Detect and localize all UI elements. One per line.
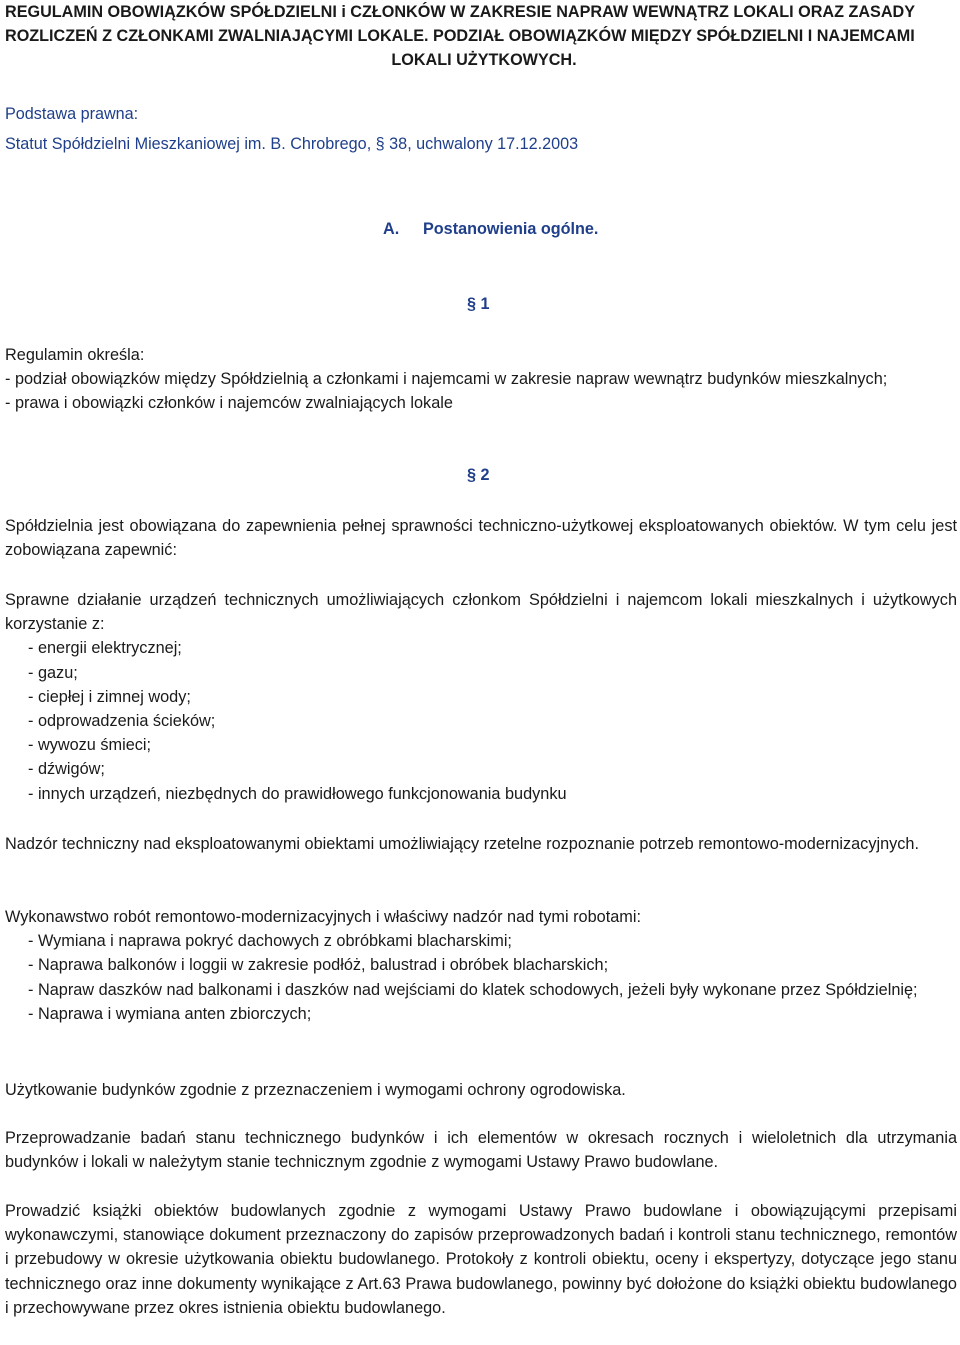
works-list-item: - Naprawa i wymiana anten zbiorczych; [28,1004,312,1023]
legal-basis-text: Statut Spółdzielni Mieszkaniowej im. B. Chrobrego, § 38, uchwalony 17.12.2003 [5,135,579,153]
wykonawstwo-intro: Wykonawstwo robót remontowo-modernizacyjnych i właściwy nadzór nad tymi robotami: [5,908,641,926]
wykonawstwo-section [5,905,957,1026]
paragraph-1-item: - podział obowiązków między Spółdzielnią a członkami i najemcami w zakresie napraw wewnątrz budynków mieszkalnych; [5,370,888,389]
title-line-2: ROZLICZEŃ Z CZŁONKAMI ZWALNIAJĄCYMI LOKALE. PODZIAŁ OBOWIĄZKÓW MIĘDZY SPÓŁDZIELNI I NAJEMCAMI [5,27,915,45]
media-list-item: - gazu; [28,663,78,682]
uzytkowanie-text: Użytkowanie budynków zgodnie z przeznaczeniem i wymogami ochrony ogrodowiska. [5,1081,626,1099]
document-title [5,0,957,72]
legal-basis-label: Podstawa prawna: [5,105,139,123]
sprawne-section [5,588,957,806]
media-list-item: - wywozu śmieci; [28,736,152,755]
works-list-item: - Wymiana i naprawa pokryć dachowych z obróbkami blacharskimi; [28,932,512,951]
media-list-item: - energii elektrycznej; [28,639,182,658]
works-list-item: - Naprawa balkonów i loggii w zakresie podłóż, balustrad i obróbek blacharskich; [28,956,609,975]
section-a-heading [383,220,598,239]
paragraph-1-sign: § 1 [467,295,490,313]
nadzor-text: Nadzór techniczny nad eksploatowanymi obiektami umożliwiający rzetelne rozpoznanie potrzeb remontowo-modernizacyjnych. [5,835,919,853]
paragraph-2-sign: § 2 [467,466,490,484]
badania-text: Przeprowadzanie badań stanu technicznego budynków i ich elementów w okresach rocznych i wieloletnich dla utrzymania budynków i lokali w należytym stanie technicznym zgodnie z wymogami Ustawy Prawo budowlane. [5,1129,957,1172]
paragraph-1-item: - prawa i obowiązki członków i najemców zwalniających lokale [5,394,453,413]
title-line-1: REGULAMIN OBOWIĄZKÓW SPÓŁDZIELNI i CZŁONKÓW W ZAKRESIE NAPRAW WEWNĄTRZ LOKALI ORAZ ZASADY [5,3,916,21]
ksiazki-text: Prowadzić książki obiektów budowlanych zgodnie z wymogami Ustawy Prawo budowlane i obowiązującymi przepisami wykonawczymi, stanowiące dokument przeznaczony do zapisów przeprowadzonych badań i kontroli stanu technicznego, remontów i przebudowy w okresie użytkowania obiektu budowlanego. Protokoły z kontroli obiektu, oceny i ekspertyzy, dotyczące jego stanu technicznego oraz inne dokumenty wynikające z Art.63 Prawa budowlanego, powinny być dołożone do książki obiektu budowlanego i przechowywane przez okres istnienia obiektu budowlanego. [5,1202,957,1317]
legal-basis [5,99,957,159]
media-list-item: - dźwigów; [28,760,105,779]
media-list-item: - odprowadzenia ścieków; [28,712,216,731]
media-list-item: - innych urządzeń, niezbędnych do prawidłowego funkcjonowania budynku [28,784,567,803]
sprawne-text: Sprawne działanie urządzeń technicznych umożliwiających członkom Spółdzielni i najemcom lokali mieszkalnych i użytkowych korzystanie z: [5,591,957,634]
paragraph-1-intro: Regulamin określa: [5,346,145,364]
section-a-title: Postanowienia ogólne. [423,220,599,238]
paragraph-2-intro: Spółdzielnia jest obowiązana do zapewnienia pełnej sprawności techniczno-użytkowej eksploatowanych obiektów. W tym celu jest zobowiązana zapewnić: [5,517,957,560]
document-page [5,0,957,1317]
paragraph-1 [5,343,957,416]
title-line-3: LOKALI UŻYTKOWYCH. [391,51,577,69]
works-list-item: - Napraw daszków nad balkonami i daszków nad wejściami do klatek schodowych, jeżeli były wykonane przez Spółdzielnię; [28,980,918,999]
media-list-item: - ciepłej i zimnej wody; [28,687,191,706]
section-a-letter: A. [383,220,400,238]
